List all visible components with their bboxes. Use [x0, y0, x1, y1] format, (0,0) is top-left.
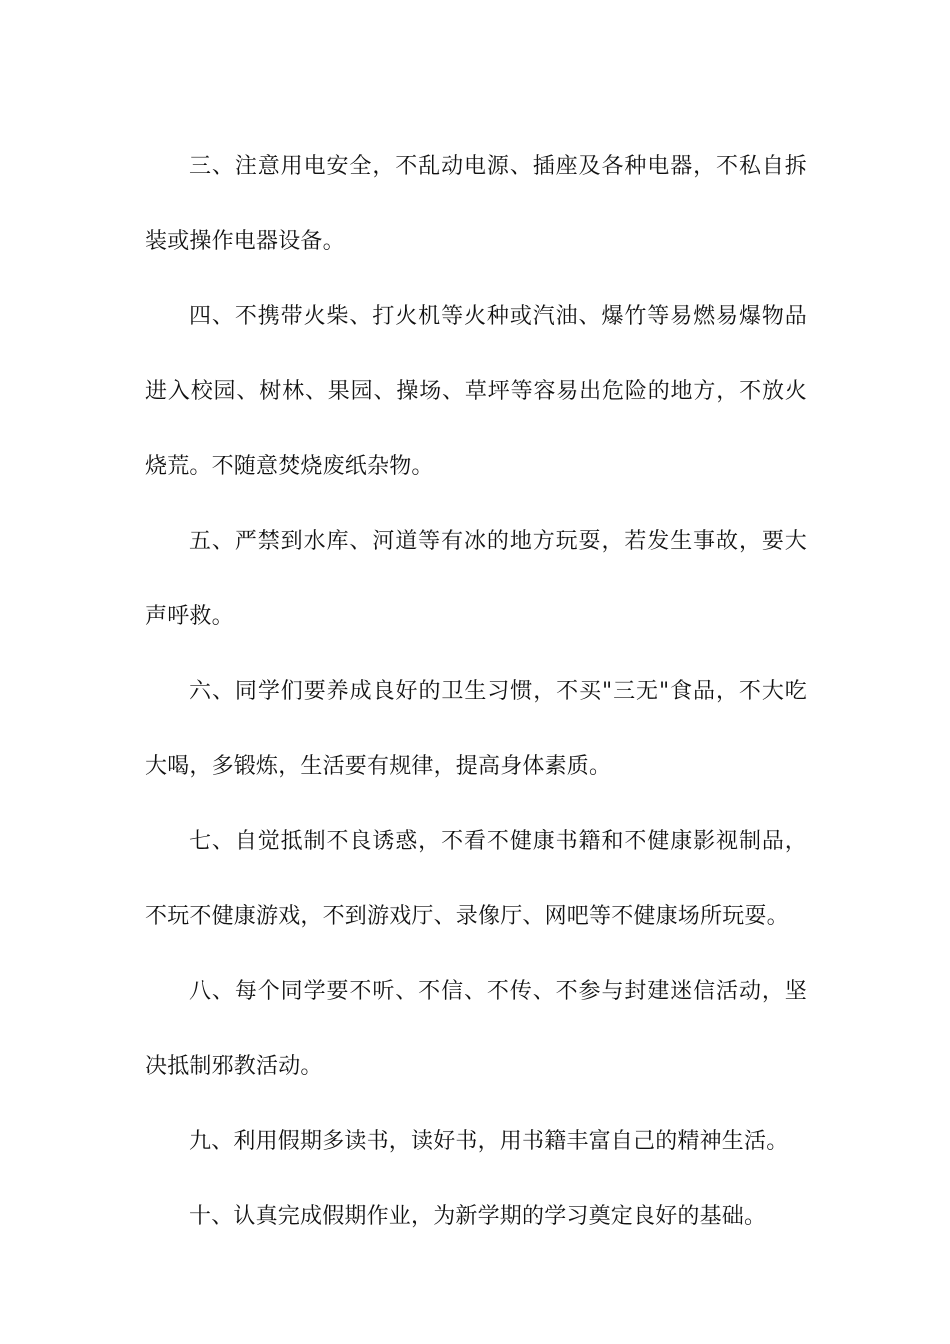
paragraph-10: 十、认真完成假期作业，为新学期的学习奠定良好的基础。	[189, 1204, 767, 1229]
paragraph-8: 八、每个同学要不听、不信、不传、不参与封建迷信活动，坚决抵制邪教活动。	[145, 979, 807, 1079]
paragraph-5: 五、严禁到水库、河道等有冰的地方玩耍，若发生事故，要大声呼救。	[145, 529, 807, 629]
paragraph-6: 六、同学们要养成良好的卫生习惯，不买"三无"食品，不大吃大喝，多锻炼，生活要有规律，提高身体素质。	[145, 679, 807, 779]
paragraph-9: 九、利用假期多读书，读好书，用书籍丰富自己的精神生活。	[189, 1129, 789, 1154]
document-body	[145, 129, 807, 1254]
paragraph-7: 七、自觉抵制不良诱惑，不看不健康书籍和不健康影视制品，不玩不健康游戏，不到游戏厅、录像厅、网吧等不健康场所玩耍。	[145, 829, 807, 929]
paragraph-3: 三、注意用电安全，不乱动电源、插座及各种电器，不私自拆装或操作电器设备。	[145, 154, 807, 254]
paragraph-4: 四、不携带火柴、打火机等火种或汽油、爆竹等易燃易爆物品进入校园、树林、果园、操场、草坪等容易出危险的地方，不放火烧荒。不随意焚烧废纸杂物。	[145, 304, 807, 479]
